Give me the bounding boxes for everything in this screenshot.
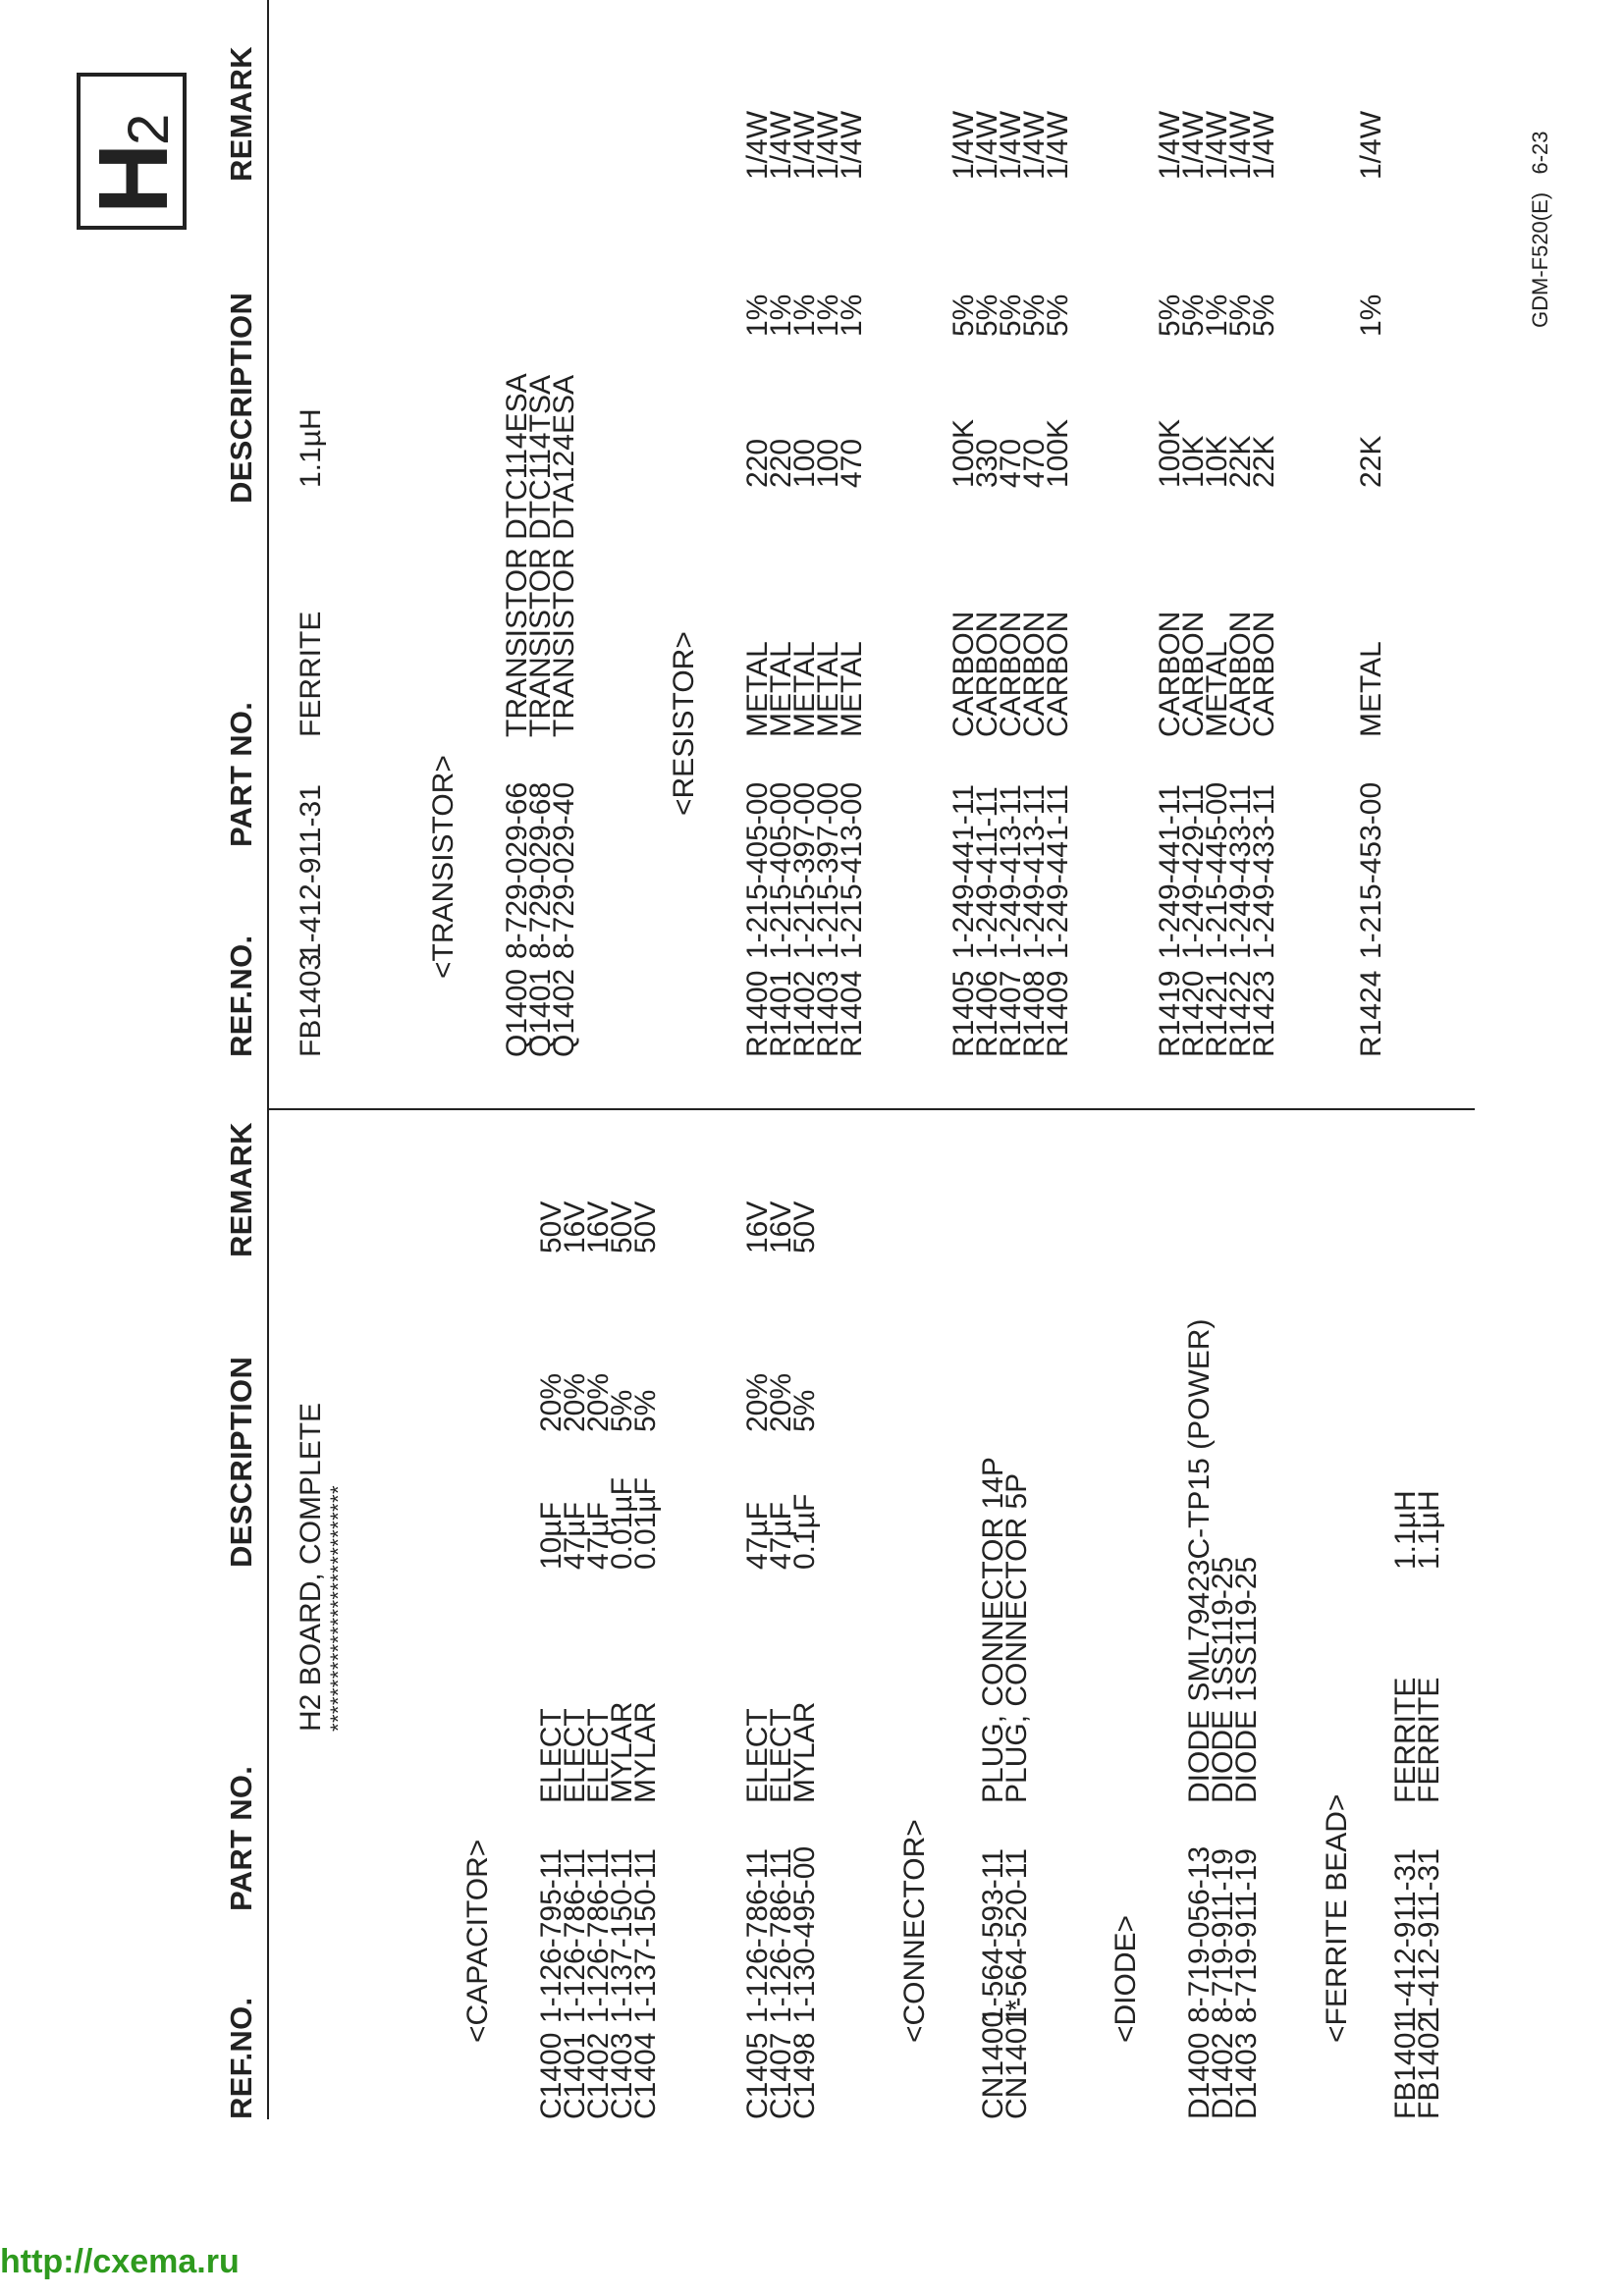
part-no: 1-137-150-11: [606, 1848, 638, 2023]
part-no: 1-249-441-11: [1154, 784, 1186, 959]
tolerance: 1%: [836, 294, 868, 337]
description: FERRITE: [1413, 1677, 1445, 1803]
tolerance: 5%: [971, 294, 1003, 337]
remark: 1/4W: [836, 110, 868, 180]
value: 47µF: [582, 1502, 615, 1570]
description: MYLAR: [629, 1701, 662, 1803]
ref-no: R1409: [1042, 970, 1074, 1057]
value: 10µF: [535, 1502, 568, 1570]
ref-no: R1407: [995, 970, 1027, 1057]
ref-no: R1419: [1154, 970, 1186, 1057]
part-no: 1-215-453-00: [1355, 781, 1387, 959]
part-no: 1-249-429-11: [1177, 784, 1210, 959]
ref-no: FB1402: [1413, 2015, 1445, 2119]
part-no: 1-249-433-11: [1224, 784, 1257, 959]
part-no: 1-215-405-00: [765, 781, 797, 959]
tolerance: 5%: [1154, 294, 1186, 337]
board-title-underline: ****************************: [326, 1485, 351, 1732]
description: CARBON: [1224, 611, 1257, 737]
part-no: 1-249-411-11: [971, 786, 1003, 959]
ref-no: C1404: [629, 2032, 662, 2119]
section-title: <CAPACITOR>: [461, 1839, 494, 2043]
model-number: GDM-F520(E): [1528, 191, 1552, 328]
badge-subscript: 2: [117, 113, 181, 145]
remark: 1/4W: [1224, 110, 1257, 180]
part-no: 1-564-520-11: [1001, 1848, 1033, 2023]
ref-no: CN1401*: [1001, 2000, 1033, 2119]
value: 470: [995, 438, 1027, 488]
tolerance: 5%: [947, 294, 980, 337]
ref-no: C1402: [582, 2032, 615, 2119]
ref-no: FB1401: [1389, 2015, 1422, 2119]
ref-no: R1424: [1355, 970, 1387, 1057]
part-no: 1-215-397-00: [788, 781, 821, 959]
tolerance: 20%: [765, 1372, 797, 1432]
board-title: H2 BOARD, COMPLETE: [295, 1402, 327, 1732]
tolerance: 5%: [1177, 294, 1210, 337]
ref-no: D1402: [1207, 2032, 1239, 2119]
part-no: 8-729-029-66: [501, 781, 533, 959]
description: DIODE 1SS119-25: [1230, 1556, 1263, 1803]
part-no: 1-126-786-11: [559, 1848, 591, 2023]
description: TRANSISTOR DTC114TSA: [524, 375, 557, 737]
remark: 16V: [582, 1201, 615, 1254]
description: PLUG, CONNECTOR 5P: [1001, 1472, 1033, 1803]
value: 220: [765, 438, 797, 488]
section-title: <RESISTOR>: [668, 631, 700, 816]
header-remark-left: REMARK: [224, 1122, 258, 1257]
section-title: <CONNECTOR>: [898, 1819, 931, 2043]
description: ELECT: [559, 1708, 591, 1803]
part-no: 1-215-397-00: [812, 781, 844, 959]
tolerance: 20%: [535, 1372, 568, 1432]
page-footer: [1528, 131, 1553, 328]
description: METAL: [765, 641, 797, 737]
value: 47µF: [559, 1502, 591, 1570]
value: 0.01µF: [606, 1477, 638, 1570]
description: DIODE SML79423C-TP15 (POWER): [1183, 1318, 1216, 1803]
value: 1.1µH: [1389, 1490, 1422, 1570]
description: METAL: [836, 641, 868, 737]
remark: 50V: [535, 1201, 568, 1254]
tolerance: 5%: [788, 1389, 821, 1432]
tolerance: 1%: [1355, 294, 1387, 337]
description: CARBON: [971, 611, 1003, 737]
section-title: <TRANSISTOR>: [427, 755, 460, 979]
description: CARBON: [1042, 611, 1074, 737]
description: METAL: [1201, 641, 1233, 737]
value: 100K: [947, 418, 980, 488]
description: ELECT: [765, 1708, 797, 1803]
part-no: 1-130-495-00: [788, 1845, 821, 2023]
part-no: 1-249-433-11: [1248, 784, 1280, 959]
ref-no: R1402: [788, 970, 821, 1057]
tolerance: 5%: [1248, 294, 1280, 337]
part-no: 1-126-786-11: [741, 1848, 774, 2023]
value: 100: [812, 438, 844, 488]
tolerance: 20%: [741, 1372, 774, 1432]
value: 10K: [1201, 435, 1233, 488]
tolerance: 5%: [629, 1389, 662, 1432]
remark: 16V: [741, 1201, 774, 1254]
ref-no: R1423: [1248, 970, 1280, 1057]
part-no: 1-412-911-31: [1389, 1848, 1422, 2023]
description: ELECT: [582, 1708, 615, 1803]
ref-no: CN1400: [977, 2010, 1009, 2119]
remark: 16V: [559, 1201, 591, 1254]
description: CARBON: [1248, 611, 1280, 737]
header-rule: [267, 0, 269, 2119]
ref-no: D1403: [1230, 2032, 1263, 2119]
remark: 50V: [606, 1201, 638, 1254]
remark: 1/4W: [741, 110, 774, 180]
part-no: 1-412-911-31: [1413, 1848, 1445, 2023]
description: DIODE 1SS119-25: [1207, 1556, 1239, 1803]
part-no: 1-215-405-00: [741, 781, 774, 959]
value: 0.1µF: [788, 1493, 821, 1570]
ref-no: R1400: [741, 970, 774, 1057]
remark: 1/4W: [788, 110, 821, 180]
ref-no: C1498: [788, 2032, 821, 2119]
ref-no: Q1402: [548, 968, 580, 1057]
tolerance: 5%: [606, 1389, 638, 1432]
ref-no: R1421: [1201, 970, 1233, 1057]
remark: 1/4W: [1177, 110, 1210, 180]
ref-no: C1405: [741, 2032, 774, 2119]
board-badge: [77, 73, 187, 230]
tolerance: 5%: [1018, 294, 1051, 337]
value: 470: [836, 438, 868, 488]
part-no: 1-249-413-11: [1018, 784, 1051, 959]
ref-no: C1403: [606, 2032, 638, 2119]
tolerance: 5%: [1224, 294, 1257, 337]
value: 1.1µH: [295, 408, 327, 488]
part-no: 1-249-413-11: [995, 784, 1027, 959]
remark: 1/4W: [765, 110, 797, 180]
ref-no: C1400: [535, 2032, 568, 2119]
ref-no: R1403: [812, 970, 844, 1057]
part-no: 1-215-413-00: [836, 781, 868, 959]
remark: 50V: [629, 1201, 662, 1254]
value: 100K: [1154, 418, 1186, 488]
page-number: 6-23: [1528, 131, 1552, 175]
remark: 1/4W: [1042, 110, 1074, 180]
value: 0.01µF: [629, 1477, 662, 1570]
value: 470: [1018, 438, 1051, 488]
remark: 1/4W: [1018, 110, 1051, 180]
header-desc-right: DESCRIPTION: [224, 292, 258, 504]
tolerance: 20%: [582, 1372, 615, 1432]
description: CARBON: [947, 611, 980, 737]
remark: 1/4W: [995, 110, 1027, 180]
description: METAL: [741, 641, 774, 737]
description: CARBON: [995, 611, 1027, 737]
watermark-url: http://cxema.ru: [0, 2243, 240, 2280]
badge-letter: H: [79, 142, 189, 214]
remark: 50V: [788, 1201, 821, 1254]
description: ELECT: [741, 1708, 774, 1803]
ref-no: R1404: [836, 970, 868, 1057]
part-no: 1-249-441-11: [947, 784, 980, 959]
part-no: 8-719-056-13: [1183, 1845, 1216, 2023]
part-no: 1-564-593-11: [977, 1848, 1009, 2023]
value: 1.1µH: [1413, 1490, 1445, 1570]
ref-no: R1401: [765, 970, 797, 1057]
value: 22K: [1224, 435, 1257, 488]
ref-no: C1407: [765, 2032, 797, 2119]
header-desc-left: DESCRIPTION: [224, 1356, 258, 1568]
description: CARBON: [1177, 611, 1210, 737]
value: 100K: [1042, 418, 1074, 488]
part-no: 1-126-786-11: [765, 1848, 797, 2023]
part-no: 8-729-029-68: [524, 781, 557, 959]
ref-no: R1422: [1224, 970, 1257, 1057]
description: METAL: [788, 641, 821, 737]
section-title: <FERRITE BEAD>: [1321, 1793, 1353, 2043]
column-divider: [267, 1108, 1475, 1110]
section-title: <DIODE>: [1109, 1914, 1142, 2043]
description: METAL: [1355, 641, 1387, 737]
ref-no: R1408: [1018, 970, 1051, 1057]
remark: 1/4W: [947, 110, 980, 180]
remark: 16V: [765, 1201, 797, 1254]
description: TRANSISTOR DTA124ESA: [548, 375, 580, 737]
description: ELECT: [535, 1708, 568, 1803]
header-ref-right: REF.NO.: [224, 934, 258, 1057]
value: 330: [971, 438, 1003, 488]
ref-no: R1406: [971, 970, 1003, 1057]
part-no: 8-719-911-19: [1207, 1848, 1239, 2023]
value: 100: [788, 438, 821, 488]
part-no: 1-126-786-11: [582, 1848, 615, 2023]
remark: 1/4W: [971, 110, 1003, 180]
tolerance: 1%: [788, 294, 821, 337]
tolerance: 20%: [559, 1372, 591, 1432]
ref-no: FB1403: [295, 953, 327, 1057]
header-remark-right: REMARK: [224, 46, 258, 182]
tolerance: 5%: [1042, 294, 1074, 337]
remark: 1/4W: [812, 110, 844, 180]
tolerance: 1%: [1201, 294, 1233, 337]
description: MYLAR: [606, 1701, 638, 1803]
description: FERRITE: [295, 611, 327, 737]
description: PLUG, CONNECTOR 14P: [977, 1457, 1009, 1803]
value: 220: [741, 438, 774, 488]
part-no: 8-719-911-19: [1230, 1848, 1263, 2023]
remark: 1/4W: [1154, 110, 1186, 180]
ref-no: R1420: [1177, 970, 1210, 1057]
description: FERRITE: [1389, 1677, 1422, 1803]
header-ref-left: REF.NO.: [224, 1997, 258, 2119]
ref-no: Q1401: [524, 968, 557, 1057]
part-no: 1-249-441-11: [1042, 784, 1074, 959]
remark: 1/4W: [1355, 110, 1387, 180]
description: CARBON: [1154, 611, 1186, 737]
part-no: 1-137-150-11: [629, 1848, 662, 2023]
part-no: 1-215-445-00: [1201, 781, 1233, 959]
description: MYLAR: [788, 1701, 821, 1803]
tolerance: 1%: [812, 294, 844, 337]
part-no: 8-729-029-40: [548, 781, 580, 959]
part-no: 1-412-911-31: [295, 784, 327, 959]
ref-no: C1401: [559, 2032, 591, 2119]
value: 47µF: [765, 1502, 797, 1570]
ref-no: R1405: [947, 970, 980, 1057]
value: 22K: [1248, 435, 1280, 488]
remark: 1/4W: [1201, 110, 1233, 180]
value: 47µF: [741, 1502, 774, 1570]
ref-no: D1400: [1183, 2032, 1216, 2119]
tolerance: 5%: [995, 294, 1027, 337]
description: CARBON: [1018, 611, 1051, 737]
description: TRANSISTOR DTC114ESA: [501, 373, 533, 737]
header-part-right: PART NO.: [224, 701, 258, 847]
ref-no: Q1400: [501, 968, 533, 1057]
header-part-left: PART NO.: [224, 1765, 258, 1911]
remark: 1/4W: [1248, 110, 1280, 180]
description: METAL: [812, 641, 844, 737]
value: 22K: [1355, 435, 1387, 488]
tolerance: 1%: [741, 294, 774, 337]
part-no: 1-126-795-11: [535, 1848, 568, 2023]
value: 10K: [1177, 435, 1210, 488]
tolerance: 1%: [765, 294, 797, 337]
